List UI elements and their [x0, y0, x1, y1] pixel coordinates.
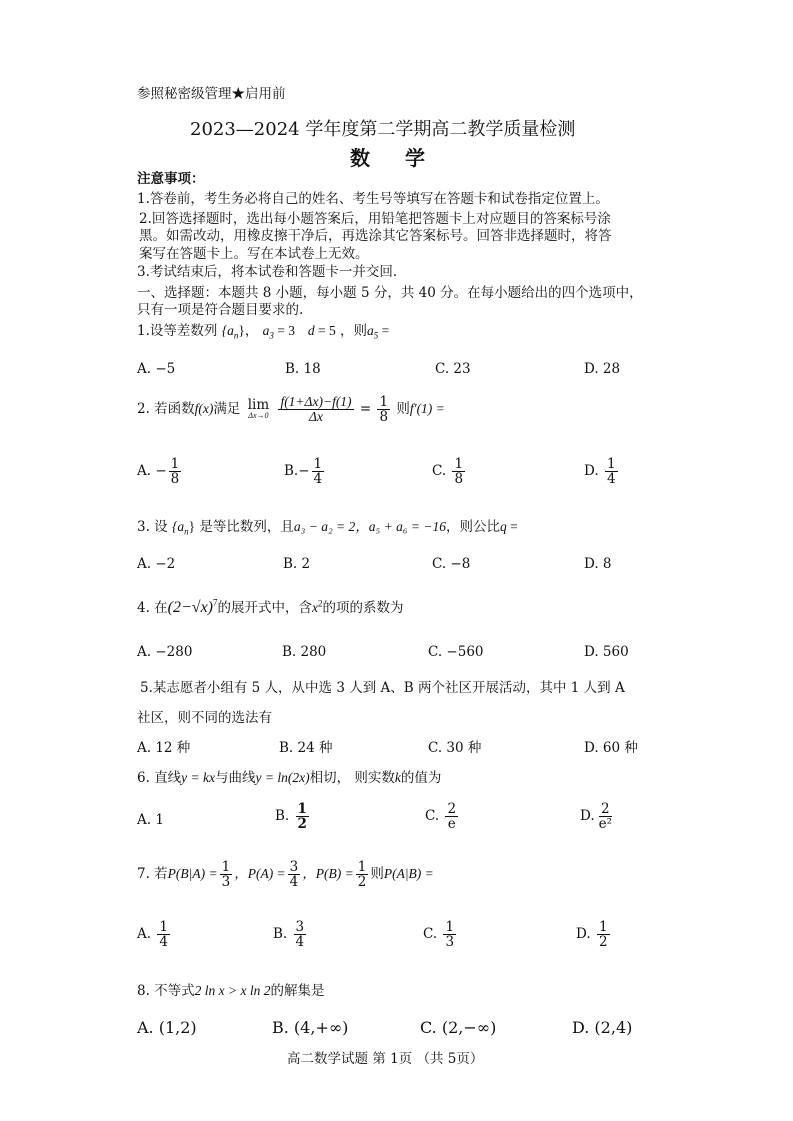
confidential-label: 参照秘密级管理★启用前: [137, 86, 286, 102]
q2-option-d[interactable]: D. $\frac{1}{4}$: [584, 456, 616, 488]
q6-k: k: [394, 770, 401, 785]
q5-option-a[interactable]: A. 12 种: [137, 740, 191, 756]
q4-mid: 的展开式中，含: [217, 600, 313, 616]
q1-cond-a3: $a_3 = 3$: [262, 323, 295, 341]
q7-p1-value: $\frac{1}{3}$: [221, 859, 231, 891]
q6-option-b[interactable]: B. $\frac{1}{2}$: [275, 801, 307, 833]
question-3: [137, 515, 518, 537]
question-8: [137, 979, 325, 999]
question-5-line-2: 社区，则不同的选法有: [137, 710, 272, 726]
q3-option-d[interactable]: D. 8: [584, 556, 612, 572]
q3-option-a[interactable]: A. −2: [137, 556, 176, 572]
q7-p3-value: $\frac{1}{2}$: [357, 859, 367, 891]
q6-option-a[interactable]: A. 1: [137, 812, 164, 828]
q1-sequence: $\{a_n\}$，: [221, 323, 259, 341]
q1-option-d[interactable]: D. 28: [584, 361, 621, 377]
q3-prefix: 3. 设: [137, 519, 168, 535]
q4-option-a[interactable]: A. −280: [137, 644, 193, 660]
q3-suffix: ，则公比: [445, 519, 500, 535]
q2-option-c[interactable]: C. $\frac{1}{8}$: [432, 456, 464, 488]
q4-option-c[interactable]: C. −560: [428, 644, 484, 660]
q8-option-c[interactable]: C. (2,−∞): [420, 1018, 497, 1037]
exam-title: 2023—2024 学年度第二学期高二教学质量检测: [190, 119, 576, 140]
q5-option-d[interactable]: D. 60 种: [584, 740, 638, 756]
q1-option-a[interactable]: A. −5: [137, 361, 176, 377]
question-5-line-1: 5.某志愿者小组有 5 人，从中选 3 人到 A、B 两个社区开展活动，其中 1 人到 A: [140, 680, 625, 696]
q3-option-c[interactable]: C. −8: [432, 556, 471, 572]
q8-option-b[interactable]: B. (4,+∞): [272, 1018, 349, 1037]
q6-suffix: 相切， 则实数: [309, 770, 395, 786]
q1-option-b[interactable]: B. 18: [285, 361, 321, 377]
q2-mid: 满足: [213, 401, 241, 418]
question-6: [137, 766, 441, 786]
note-line-2b: 黑。如需改动，用橡皮擦干净后，再选涂其它答案标号。回答非选择题时，将答: [139, 228, 612, 244]
q6-option-d[interactable]: D. $\frac{2}{\text{e²}}$: [580, 801, 613, 833]
q7-prefix: 7. 若: [137, 866, 168, 883]
q3-ask: q =: [499, 519, 518, 534]
q7-p-b: ，P(B) =: [302, 866, 354, 882]
note-line-2a: 2.回答选择题时，选出每小题答案后，用铅笔把答题卡上对应题目的答案标号涂: [139, 211, 611, 227]
q6-option-c[interactable]: C. $\frac{2}{e}$: [425, 801, 457, 833]
q1-prefix: 1.设等差数列: [137, 323, 218, 339]
q8-suffix: 的解集是: [270, 983, 325, 999]
q2-option-b[interactable]: B.− $\frac{1}{4}$: [284, 456, 323, 488]
q2-function: f(x): [194, 401, 214, 417]
q2-limit: lim Δx→0: [247, 396, 270, 421]
question-7: [137, 860, 434, 889]
q5-option-b[interactable]: B. 24 种: [279, 740, 333, 756]
q6-line: y = kx: [181, 770, 216, 785]
q2-ask: f′(1) =: [409, 401, 445, 417]
q2-prefix: 2. 若函数: [137, 401, 195, 418]
q7-p2-value: $\frac{3}{4}$: [289, 859, 299, 891]
q4-suffix: 的项的系数为: [322, 600, 404, 616]
q4-option-b[interactable]: B. 280: [282, 644, 327, 660]
section-instruction-1: 一、选择题：本题共 8 小题，每小题 5 分，共 40 分。在每小题给出的四个选项中，: [137, 285, 643, 301]
q3-conditions: a₃ − a₂ = 2，a₅ + a₆ = −16: [293, 519, 446, 534]
q7-option-b[interactable]: B. $\frac{3}{4}$: [273, 919, 305, 951]
q4-expression: $(2-√x)^7$: [167, 597, 218, 616]
note-line-3: 3.考试结束后，将本试卷和答题卡一并交回.: [137, 264, 398, 280]
q3-sequence: $\{a_n\}$: [171, 519, 196, 537]
q8-option-a[interactable]: A. (1,2): [137, 1018, 197, 1037]
q3-mid: 是等比数列，且: [199, 519, 294, 535]
q7-option-c[interactable]: C. $\frac{1}{3}$: [423, 919, 455, 951]
q2-rhs: $\frac{1}{8}$: [379, 394, 389, 426]
question-1: [137, 319, 389, 341]
q6-end: 的值为: [400, 770, 442, 786]
q8-option-d[interactable]: D. (2,4): [572, 1018, 633, 1037]
q1-ask: $a_5$ =: [367, 323, 390, 341]
q7-p-b-given-a: P(B|A) =: [167, 866, 218, 882]
q2-fraction: $\frac{f(1+\Delta x)-f(1)}{\Delta x}$: [280, 394, 352, 425]
notes-heading: 注意事项：: [137, 171, 205, 187]
q4-option-d[interactable]: D. 560: [584, 644, 629, 660]
section-instruction-2: 只有一项是符合题目要求的.: [137, 302, 304, 318]
q1-suffix: ，则: [340, 323, 368, 339]
q3-option-b[interactable]: B. 2: [283, 556, 311, 572]
q6-curve: y = ln(2x): [255, 770, 310, 785]
q5-option-c[interactable]: C. 30 种: [428, 740, 482, 756]
q7-option-d[interactable]: D. $\frac{1}{2}$: [576, 919, 608, 951]
q6-mid: 与曲线: [215, 770, 256, 786]
question-2: [137, 395, 445, 424]
q8-inequality: 2 ln x > x ln 2: [194, 983, 271, 998]
question-4: [137, 596, 404, 617]
q7-ask: P(A|B) =: [383, 866, 434, 882]
q2-equals: =: [359, 401, 372, 418]
q7-then: 则: [370, 866, 384, 883]
q7-p-a: ，P(A) =: [234, 866, 286, 882]
subject-title: 数 学: [350, 146, 439, 170]
q1-option-c[interactable]: C. 23: [435, 361, 471, 377]
note-line-1: 1.答卷前，考生务必将自己的姓名、考生号等填写在答题卡和试卷指定位置上。: [137, 191, 609, 207]
page-footer: 高二数学试题 第 1页 （共 5页）: [287, 1051, 484, 1067]
q6-prefix: 6. 直线: [137, 770, 182, 786]
q8-prefix: 8. 不等式: [137, 983, 195, 999]
q4-prefix: 4. 在: [137, 600, 168, 616]
q1-cond-d: d = 5: [307, 323, 336, 338]
q2-then: 则: [396, 401, 410, 418]
q4-term: $x^2$: [312, 598, 323, 615]
q7-option-a[interactable]: A. $\frac{1}{4}$: [137, 919, 168, 951]
note-line-2c: 案写在答题卡上。写在本试卷上无效。: [139, 246, 369, 262]
q2-option-a[interactable]: A. − $\frac{1}{8}$: [137, 456, 180, 488]
